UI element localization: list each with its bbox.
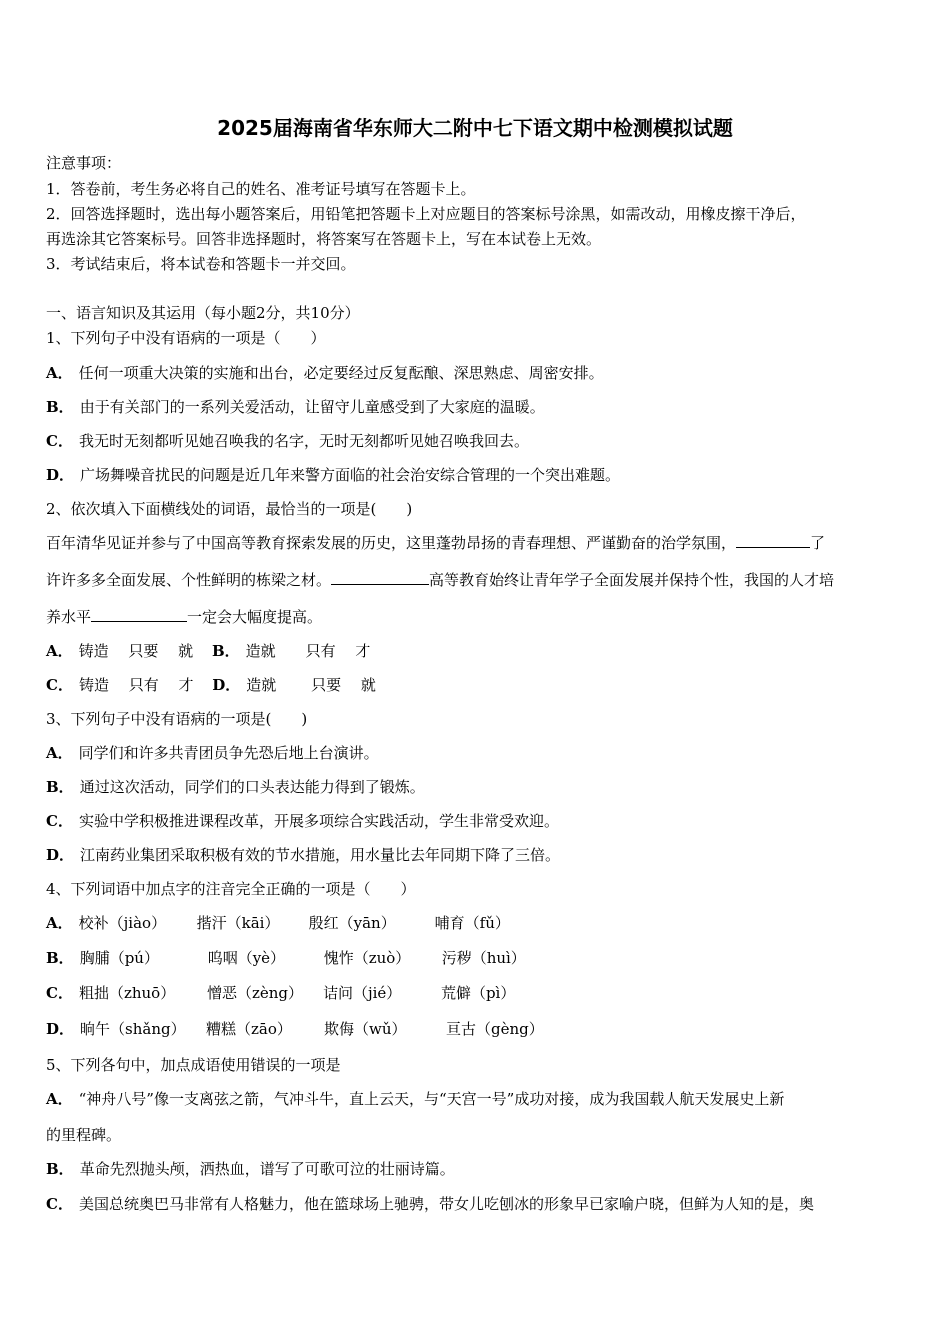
section-heading: 一、语言知识及其运用（每小题2分，共10分）: [46, 304, 360, 322]
question-3-stem: 3、下列句子中没有语病的一项是( ): [46, 710, 308, 728]
question-5-option-c: [46, 1193, 814, 1214]
question-4-option-b: [46, 947, 526, 968]
notice-item-3: 3．考试结束后，将本试卷和答题卡一并交回。: [46, 255, 356, 273]
fill-blank-2: [331, 570, 429, 585]
question-4-option-d: [46, 1018, 544, 1039]
option-label: B．: [46, 949, 74, 967]
pinyin-word: 粗拙（zhuō）: [78, 984, 176, 1002]
option-text: 造就 只有 才: [245, 642, 371, 660]
pinyin-word: 憎恶（zèng）: [206, 984, 303, 1002]
option-label: C．: [46, 984, 73, 1002]
option-text: 铸造 只有 才: [78, 676, 194, 694]
question-1-option-d: [46, 464, 620, 485]
option-text: 美国总统奥巴马非常有人格魅力，他在篮球场上驰骋，带女儿吃刨冰的形象早已家喻户晓，但鲜为人知的是，奥: [78, 1195, 814, 1213]
option-label: D．: [46, 466, 75, 484]
question-2-passage-line-2: [46, 569, 834, 590]
option-label: C．: [46, 812, 73, 830]
option-text: 江南药业集团采取积极有效的节水措施，用水量比去年同期下降了三倍。: [80, 846, 561, 864]
question-1-option-b: [46, 396, 545, 417]
pinyin-word: 殷红（yān）: [308, 914, 396, 932]
passage-text: 许许多多全面发展、个性鲜明的栋梁之材。: [46, 571, 332, 589]
option-label: B．: [46, 398, 74, 416]
option-text: “神舟八号”像一支离弦之箭，气冲斗牛，直上云天，与“天宫一号”成功对接，成为我国载人航天发展史上新: [78, 1090, 785, 1108]
pinyin-word: 呜咽（yè）: [207, 949, 286, 967]
notice-item-1: 1．答卷前，考生务必将自己的姓名、准考证号填写在答题卡上。: [46, 180, 476, 198]
pinyin-word: 诘问（jié）: [322, 984, 402, 1002]
pinyin-word: 胸脯（pú）: [79, 949, 159, 967]
option-text: 铸造 只要 就: [78, 642, 194, 660]
option-text: 广场舞噪音扰民的问题是近几年来警方面临的社会治安综合管理的一个突出难题。: [80, 466, 621, 484]
question-2-options-row-1: [46, 640, 370, 661]
notice-heading: 注意事项：: [46, 154, 122, 172]
pinyin-word: 欺侮（wǔ）: [324, 1020, 407, 1038]
question-3-option-d: [46, 844, 560, 865]
passage-text: 高等教育始终让青年学子全面发展并保持个性，我国的人才培: [429, 571, 835, 589]
option-label: D．: [212, 676, 241, 694]
option-text: 我无时无刻都听见她召唤我的名字，无时无刻都听见她召唤我回去。: [78, 432, 529, 450]
pinyin-word: 揩汗（kāi）: [196, 914, 280, 932]
pinyin-word: 亘古（gèng）: [446, 1020, 544, 1038]
question-5-stem: 5、下列各句中，加点成语使用错误的一项是: [46, 1056, 341, 1074]
passage-text: 一定会大幅度提高。: [187, 608, 323, 626]
question-5-option-a: [46, 1088, 784, 1109]
option-text: 同学们和许多共青团员争先恐后地上台演讲。: [78, 744, 379, 762]
option-text: 由于有关部门的一系列关爱活动，让留守儿童感受到了大家庭的温暖。: [79, 398, 545, 416]
option-label: B．: [211, 642, 240, 660]
option-label: A．: [46, 364, 73, 382]
option-text: 任何一项重大决策的实施和出台，必定要经过反复酝酿、深思熟虑、周密安排。: [78, 364, 604, 382]
option-label: D．: [46, 1020, 75, 1038]
question-4-stem: 4、下列词语中加点字的注音完全正确的一项是（ ）: [46, 880, 416, 898]
question-3-option-a: [46, 742, 379, 763]
question-2-options-row-2: [46, 674, 376, 695]
option-label: A．: [46, 1090, 73, 1108]
pinyin-word: 校补（jiào）: [78, 914, 167, 932]
question-4-option-a: [46, 912, 510, 933]
question-2-passage-line-3: [46, 606, 322, 627]
question-2-passage-line-1: [46, 532, 825, 553]
pinyin-word: 污秽（huì）: [441, 949, 526, 967]
question-1-stem: 1、下列句子中没有语病的一项是（ ）: [46, 329, 326, 347]
pinyin-word: 糟糕（zāo）: [206, 1020, 292, 1038]
question-4-option-c: [46, 982, 515, 1003]
passage-text: 百年清华见证并参与了中国高等教育探索发展的历史，这里蓬勃昂扬的青春理想、严谨勤奋的治学氛围，: [46, 534, 737, 552]
question-3-option-b: [46, 776, 425, 797]
option-label: D．: [46, 846, 75, 864]
question-3-option-c: [46, 810, 559, 831]
fill-blank-3: [91, 607, 187, 622]
question-5-option-b: [46, 1158, 455, 1179]
notice-item-2: 2．回答选择题时，选出每小题答案后，用铅笔把答题卡上对应题目的答案标号涂黑，如需改动，用橡皮擦干净后，: [46, 205, 806, 223]
option-text: 造就 只要 就: [246, 676, 376, 694]
notice-item-2-cont: 再选涂其它答案标号。回答非选择题时，将答案写在答题卡上，写在本试卷上无效。: [46, 230, 602, 248]
question-1-option-c: [46, 430, 529, 451]
pinyin-word: 哺育（fǔ）: [434, 914, 510, 932]
question-5-option-a-cont: 的里程碑。: [46, 1126, 122, 1144]
option-text: 通过这次活动，同学们的口头表达能力得到了锻炼。: [79, 778, 425, 796]
option-label: A．: [46, 914, 73, 932]
option-label: C．: [46, 676, 73, 694]
question-1-option-a: [46, 362, 604, 383]
question-2-stem: 2、依次填入下面横线处的词语，最恰当的一项是( ): [46, 500, 413, 518]
option-label: C．: [46, 1195, 73, 1213]
pinyin-word: 荒僻（pì）: [440, 984, 516, 1002]
pinyin-word: 愧怍（zuò）: [323, 949, 411, 967]
fill-blank-1: [736, 533, 810, 548]
option-text: 革命先烈抛头颅，洒热血，谱写了可歌可泣的壮丽诗篇。: [79, 1160, 455, 1178]
option-label: C．: [46, 432, 73, 450]
option-label: A．: [46, 744, 73, 762]
page-title: 2025届海南省华东师大二附中七下语文期中检测模拟试题: [217, 116, 733, 140]
option-label: A．: [46, 642, 73, 660]
option-label: B．: [46, 778, 74, 796]
pinyin-word: 晌午（shǎng）: [80, 1020, 186, 1038]
passage-text: 养水平: [46, 608, 92, 626]
passage-text: 了: [810, 534, 826, 552]
option-label: B．: [46, 1160, 74, 1178]
option-text: 实验中学积极推进课程改革，开展多项综合实践活动，学生非常受欢迎。: [78, 812, 559, 830]
